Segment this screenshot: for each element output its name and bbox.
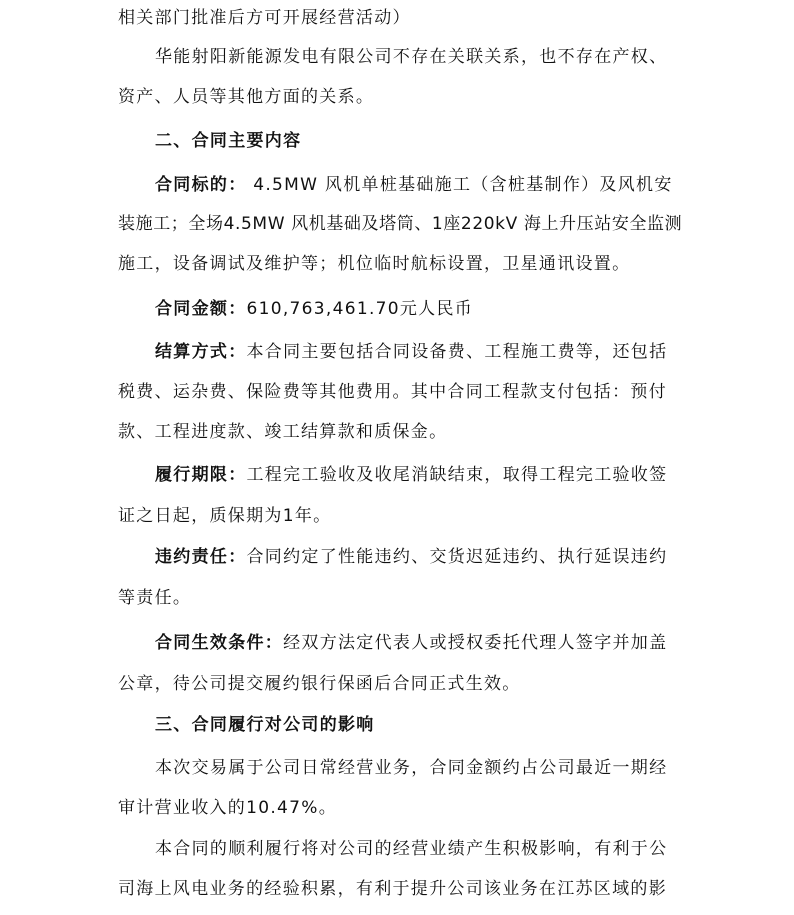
contract-subject-line-3: 施工，设备调试及维护等；机位临时航标设置，卫星通讯设置。 — [118, 254, 631, 274]
term-line-2: 证之日起，质保期为1年。 — [118, 506, 332, 526]
contract-amount-label: 合同金额： — [155, 299, 247, 319]
contract-subject-line-2: 装施工；全场4.5MW 风机基础及塔筒、1座220kV 海上升压站安全监测 — [118, 214, 683, 234]
impact-paragraph-1-line-1: 本次交易属于公司日常经营业务，合同金额约占公司最近一期经 — [155, 758, 668, 778]
liability-label: 违约责任： — [155, 547, 247, 567]
settlement-line-3: 款、工程进度款、竣工结算款和质保金。 — [118, 422, 448, 442]
term-line-1 — [155, 464, 667, 486]
section-heading-impact: 三、合同履行对公司的影响 — [155, 715, 375, 735]
term-label: 履行期限： — [155, 465, 247, 485]
paragraph-relationship-line-2: 资产、人员等其他方面的关系。 — [118, 87, 375, 107]
contract-subject-text: 4.5MW 风机单桩基础施工（含桩基制作）及风机安 — [246, 175, 673, 195]
settlement-label: 结算方式： — [155, 342, 247, 362]
impact-paragraph-2-line-2: 司海上风电业务的经验积累，有利于提升公司该业务在江苏区域的影 — [118, 879, 667, 899]
paragraph-relationship-line-1: 华能射阳新能源发电有限公司不存在关联关系，也不存在产权、 — [155, 47, 668, 67]
effective-text: 经双方法定代表人或授权委托代理人签字并加盖 — [283, 633, 668, 653]
effective-line-1 — [155, 632, 667, 654]
impact-paragraph-2-line-1: 本合同的顺利履行将对公司的经营业绩产生积极影响，有利于公 — [155, 839, 668, 859]
settlement-line-1 — [155, 341, 667, 363]
impact-paragraph-1-line-2: 审计营业收入的10.47%。 — [118, 798, 338, 818]
paragraph-business-scope-tail: 相关部门批准后方可开展经营活动） — [118, 8, 411, 28]
contract-amount-value: 610,763,461.70元人民币 — [246, 299, 474, 319]
contract-amount-line — [155, 298, 473, 320]
effective-line-2: 公章，待公司提交履约银行保函后合同正式生效。 — [118, 674, 521, 694]
liability-line-1 — [155, 546, 667, 568]
settlement-text: 本合同主要包括合同设备费、工程施工费等，还包括 — [246, 342, 668, 362]
term-text: 工程完工验收及收尾消缺结束，取得工程完工验收签 — [246, 465, 668, 485]
liability-text: 合同约定了性能违约、交货迟延违约、执行延误违约 — [246, 547, 668, 567]
effective-label: 合同生效条件： — [155, 633, 284, 653]
section-heading-contract-content: 二、合同主要内容 — [155, 131, 302, 151]
settlement-line-2: 税费、运杂费、保险费等其他费用。其中合同工程款支付包括：预付 — [118, 382, 667, 402]
contract-subject-label: 合同标的： — [155, 175, 247, 195]
contract-subject-line-1 — [155, 174, 673, 196]
liability-line-2: 等责任。 — [118, 588, 192, 608]
